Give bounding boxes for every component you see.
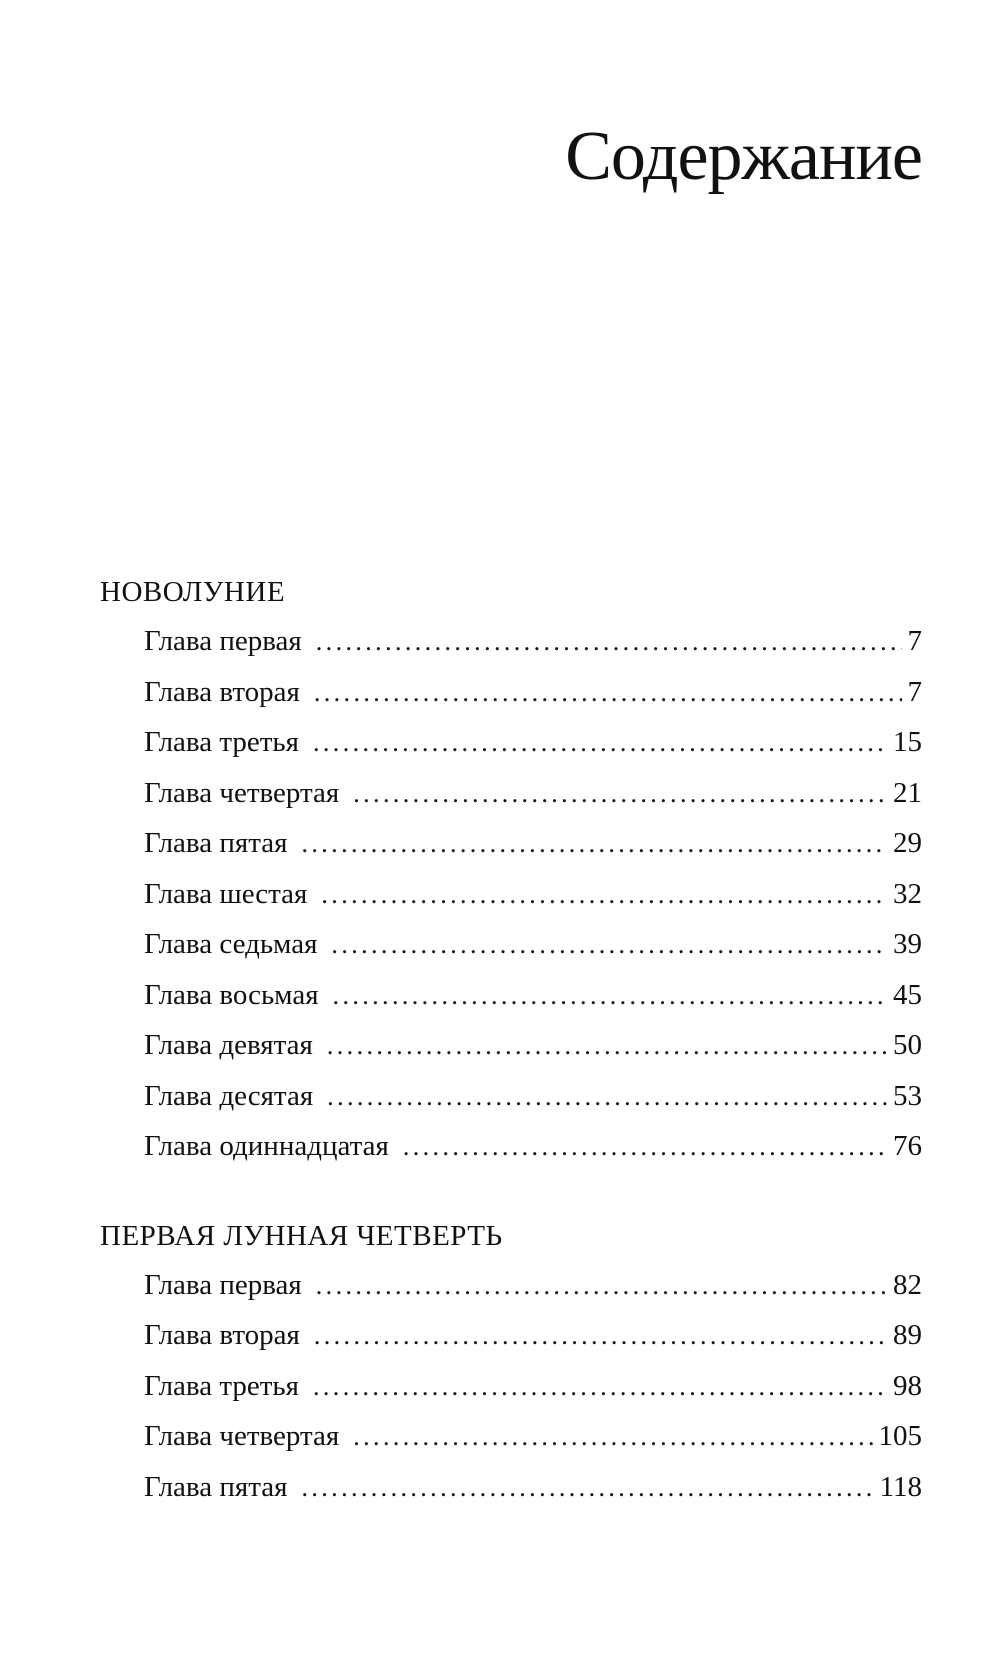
- entry-name: Глава вторая: [144, 675, 300, 708]
- toc-entry[interactable]: [144, 1361, 922, 1412]
- dot-leader: [403, 1122, 887, 1173]
- toc-entry[interactable]: [144, 1020, 922, 1071]
- entry-page-number: 82: [893, 1268, 922, 1301]
- dot-leader: [327, 1072, 887, 1123]
- section-title: ПЕРВАЯ ЛУННАЯ ЧЕТВЕРТЬ: [100, 1219, 503, 1252]
- entry-page-number: 7: [907, 675, 922, 708]
- toc-entry[interactable]: [144, 717, 922, 768]
- entry-name: Глава третья: [144, 1369, 299, 1402]
- page-title: Содержание: [565, 118, 922, 195]
- entry-page-number: 105: [878, 1420, 922, 1452]
- entry-page-number: 89: [893, 1319, 922, 1351]
- dot-leader: [301, 1463, 873, 1514]
- entry-page-number: 76: [893, 1130, 922, 1162]
- dot-leader: [316, 1261, 887, 1312]
- toc-entry[interactable]: [144, 1260, 922, 1311]
- entry-name: Глава шестая: [144, 877, 308, 910]
- entry-name: Глава первая: [144, 625, 302, 657]
- toc-entry[interactable]: [144, 1462, 922, 1513]
- section-title: НОВОЛУНИЕ: [100, 576, 286, 608]
- entry-page-number: 98: [893, 1369, 922, 1402]
- entry-name: Глава девятая: [144, 1029, 313, 1061]
- toc-entry[interactable]: [144, 1121, 922, 1172]
- entry-page-number: 7: [907, 625, 922, 657]
- section-entries: [100, 616, 922, 1172]
- toc-entry[interactable]: [144, 818, 922, 869]
- toc-entry[interactable]: [144, 1071, 922, 1122]
- entry-name: Глава седьмая: [144, 928, 318, 960]
- entry-page-number: 50: [893, 1029, 922, 1061]
- section-entries: [100, 1260, 922, 1513]
- entry-name: Глава десятая: [144, 1079, 314, 1112]
- toc-section-first-quarter: [100, 1216, 922, 1513]
- entry-name: Глава пятая: [144, 1470, 288, 1503]
- entry-page-number: 118: [879, 1470, 922, 1503]
- toc-section-novolunie: [100, 572, 922, 1172]
- toc-entry[interactable]: [144, 919, 922, 970]
- dot-leader: [313, 1362, 887, 1413]
- toc-entry[interactable]: [144, 768, 922, 819]
- dot-leader: [333, 971, 887, 1022]
- dot-leader: [301, 819, 887, 870]
- entry-page-number: 45: [893, 978, 922, 1011]
- dot-leader: [331, 920, 887, 971]
- toc-entry[interactable]: [144, 970, 922, 1021]
- entry-page-number: 53: [893, 1079, 922, 1112]
- dot-leader: [353, 769, 887, 820]
- dot-leader: [314, 1311, 887, 1362]
- entry-name: Глава вторая: [144, 1319, 300, 1351]
- entry-name: Глава первая: [144, 1268, 302, 1301]
- entry-name: Глава одиннадцатая: [144, 1130, 389, 1162]
- toc-entry[interactable]: [144, 1411, 922, 1462]
- entry-name: Глава третья: [144, 726, 299, 758]
- entry-page-number: 21: [893, 776, 922, 809]
- entry-page-number: 32: [893, 877, 922, 910]
- entry-name: Глава четвертая: [144, 1420, 340, 1452]
- entry-name: Глава восьмая: [144, 978, 319, 1011]
- dot-leader: [313, 718, 887, 769]
- toc-entry[interactable]: [144, 869, 922, 920]
- dot-leader: [321, 870, 887, 921]
- dot-leader: [316, 617, 902, 668]
- toc-entry[interactable]: [144, 667, 922, 718]
- entry-name: Глава четвертая: [144, 776, 340, 809]
- entry-page-number: 15: [893, 726, 922, 758]
- entry-name: Глава пятая: [144, 827, 288, 859]
- toc-entry[interactable]: [144, 616, 922, 667]
- entry-page-number: 29: [893, 827, 922, 859]
- entry-page-number: 39: [893, 928, 922, 960]
- dot-leader: [314, 668, 902, 719]
- table-of-contents: [100, 572, 922, 1512]
- dot-leader: [327, 1021, 887, 1072]
- dot-leader: [353, 1412, 872, 1463]
- toc-entry[interactable]: [144, 1310, 922, 1361]
